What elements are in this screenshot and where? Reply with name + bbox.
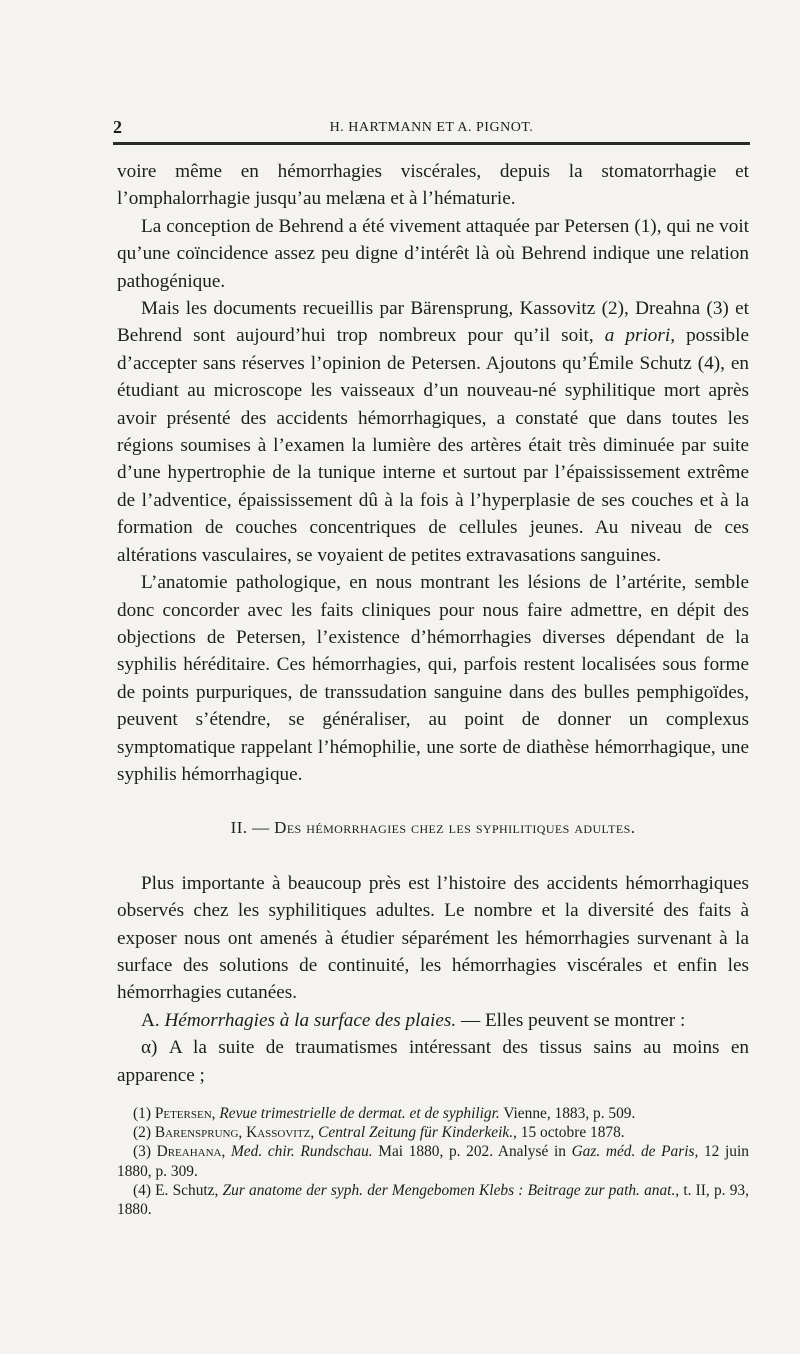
paragraph-4: L’anatomie pathologique, en nous montrant les lésions de l’artérite, semble donc concorder avec les faits cliniques pour nous faire admettre, en dépit des objections de Petersen, l’existence d’hémorrhagies diverses dépendant de la syphilis héréditaire. Ces hémorrhagies, qui, parfois restent localisées sous forme de points purpuriques, de transsudation sanguine dans des bulles pemphigoïdes, peuvent s’étendre, se généraliser, au point de donner un complexus symptomatique rappelant l’hémophilie, une sorte de diathèse hémorrhagique, une syphilis hémorrhagique. — [117, 572, 749, 785]
footnote-3-author: Dreahana, — [156, 1143, 226, 1161]
section-title: Des hémorrhagies chez les syphilitiques adultes. — [274, 818, 636, 838]
footnote-4-rest: t. II, p. 93, 1880. — [117, 1181, 749, 1219]
paragraph-3-part-2: possible d’accepter sans réserves l’opinion de Petersen. Ajoutons qu’Émile Schutz (4), en étudiant au microscope les vaisseaux d’un nouveau-né syphilitique mort après avoir présenté des accidents hémorrhagiques, a constaté que dans toutes les régions soumises à l’examen la lumière des artères était très diminuée par suite d’une hypertrophie de la tunique interne et surtout par l’épaississement extrême de l’adventice, épaississement dû à la fois à l’hyperplasie de ses couches et à la formation de couches concentriques de cellules jeunes. Au niveau de ces altérations vasculaires, se voyaient de petites extravasations sanguines. — [117, 325, 749, 566]
footnotes — [117, 1104, 749, 1219]
subsection-a — [117, 1007, 749, 1034]
footnote-4 — [117, 1181, 749, 1219]
a-priori-italic: a priori, — [604, 325, 675, 347]
subsection-rest: — Elles peuvent se montrer : — [460, 1009, 686, 1031]
footnote-1-title: Revue trimestrielle de dermat. et de syphiligr. — [219, 1105, 500, 1122]
footnote-4-number: (4) — [133, 1181, 151, 1199]
footnote-2-number: (2) — [133, 1124, 151, 1142]
section-dash: — — [252, 818, 270, 838]
footnote-3-title2: Gaz. méd. de Paris, — [571, 1143, 699, 1161]
footnote-3-title: Med. chir. Rundschau. — [230, 1143, 373, 1161]
subsection-title: Hémorrhagies à la surface des plaies. — [164, 1009, 457, 1031]
footnote-3-number: (3) — [133, 1143, 151, 1161]
paragraph-5: Plus importante à beaucoup près est l’histoire des accidents hémorrhagiques observés chez les syphilitiques adultes. Le nombre et la diversité des faits à exposer nous ont amenés à étudier séparément les hémorrhagies survenant à la surface des solutions de continuité, les hémorrhagies viscérales et enfin les hémorrhagies cutanées. — [117, 872, 749, 1004]
header-rule — [113, 142, 750, 145]
paragraph-3 — [117, 295, 749, 569]
footnote-1-author: Petersen, — [154, 1105, 216, 1122]
running-title: H. HARTMANN ET A. PIGNOT. — [329, 120, 534, 135]
alpha-item: α) A la suite de traumatismes intéressant des tissus sains au moins en apparence ; — [117, 1037, 749, 1086]
footnote-3-rest: Mai 1880, p. 202. Analysé in — [378, 1143, 566, 1161]
body-text — [117, 158, 749, 1089]
paragraph-1: voire même en hémorrhagies viscérales, depuis la stomatorrhagie et l’omphalorrhagie jusqu’au melæna et à l’hématurie. — [117, 161, 749, 210]
running-header — [113, 117, 750, 139]
footnote-2-rest: 15 octobre 1878. — [520, 1124, 625, 1142]
paragraph-3-part-1: Mais les documents recueillis par Bärensprung, Kassovitz (2), Dreahna (3) et Behrend sont aujourd’hui trop nombreux pour qu’il soit, — [117, 298, 749, 347]
subsection-letter: A. — [141, 1009, 160, 1031]
footnote-4-author: E. Schutz, — [155, 1181, 219, 1199]
page-number: 2 — [113, 117, 123, 137]
footnote-1-rest: Vienne, 1883, p. 509. — [503, 1105, 636, 1122]
footnote-2 — [117, 1123, 749, 1142]
footnote-1-number: (1) — [133, 1105, 151, 1122]
footnote-1 — [117, 1104, 749, 1123]
section-number: II. — [230, 818, 248, 838]
footnote-2-author: Barensprung, Kassovitz, — [154, 1124, 315, 1142]
footnote-2-title: Central Zeitung für Kinderkeik., — [318, 1124, 517, 1142]
footnote-3-rest2: 12 juin 1880, p. 309. — [117, 1143, 749, 1180]
footnote-3 — [117, 1142, 749, 1180]
footnote-4-title: Zur anatome der syph. der Mengebomen Klebs : Beitrage zur path. anat., — [222, 1181, 680, 1199]
paragraph-2: La conception de Behrend a été vivement attaquée par Petersen (1), qui ne voit qu’une coïncidence assez peu digne d’intérêt là où Behrend indique une relation pathogénique. — [117, 215, 749, 292]
section-heading — [117, 814, 749, 841]
